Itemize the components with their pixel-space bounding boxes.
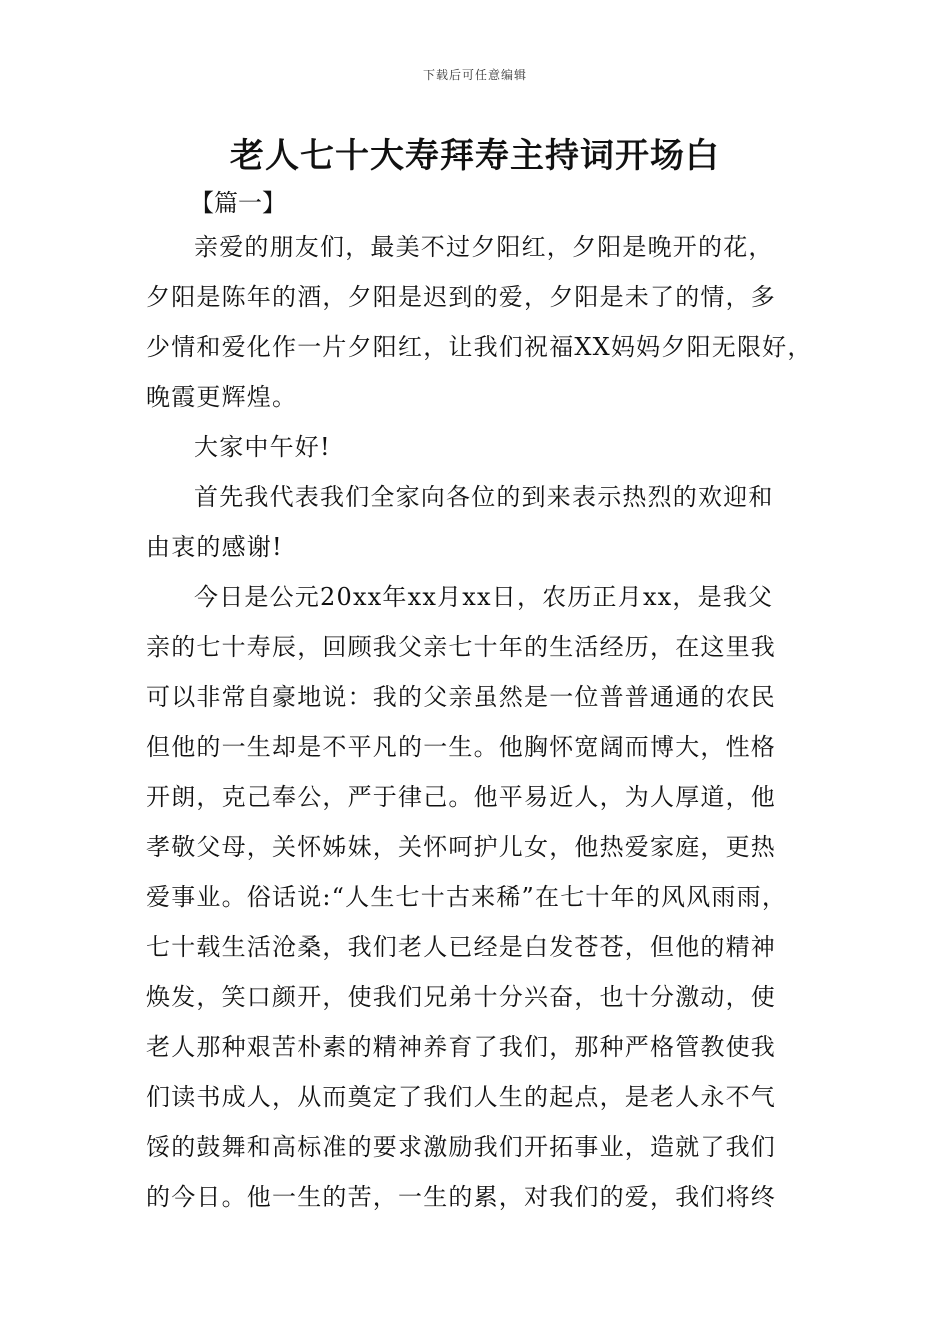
- paragraph-line: 今日是公元20xx年xx月xx日，农历正月xx，是我父: [194, 583, 774, 611]
- paragraph-line: 少情和爱化作一片夕阳红，让我们祝福XX妈妈夕阳无限好，: [146, 333, 813, 361]
- section-label: 【篇一】: [190, 189, 286, 217]
- header-note: 下载后可任意编辑: [422, 68, 527, 82]
- paragraph-line: 晚霞更辉煌。: [146, 383, 298, 411]
- paragraph-line: 们读书成人，从而奠定了我们人生的起点，是老人永不气: [146, 1083, 776, 1111]
- paragraph-line: 孝敬父母，关怀姊妹，关怀呵护儿女，他热爱家庭，更热: [146, 833, 776, 861]
- paragraph-line: 老人那种艰苦朴素的精神养育了我们，那种严格管教使我: [146, 1033, 776, 1061]
- paragraph-line: 七十载生活沧桑，我们老人已经是白发苍苍，但他的精神: [146, 933, 776, 961]
- paragraph-line: 开朗，克己奉公，严于律己。他平易近人，为人厚道，他: [146, 783, 776, 811]
- paragraph-line: 但他的一生却是不平凡的一生。他胸怀宽阔而博大，性格: [146, 733, 776, 761]
- paragraph-line: 的今日。他一生的苦，一生的累，对我们的爱，我们将终: [146, 1183, 776, 1211]
- paragraph-line: 馁的鼓舞和高标准的要求激励我们开拓事业，造就了我们: [146, 1133, 776, 1161]
- document-title: 老人七十大寿拜寿主持词开场白: [230, 136, 720, 176]
- paragraph-line: 由衷的感谢!: [146, 533, 283, 561]
- paragraph-line: 可以非常自豪地说：我的父亲虽然是一位普普通通的农民: [146, 683, 776, 711]
- paragraph-line: 亲的七十寿辰，回顾我父亲七十年的生活经历，在这里我: [146, 633, 776, 661]
- paragraph-line: 爱事业。俗话说:“人生七十古来稀”在七十年的风风雨雨，: [146, 883, 788, 911]
- paragraph-line: 夕阳是陈年的酒，夕阳是迟到的爱，夕阳是未了的情，多: [146, 283, 776, 311]
- paragraph-line: 首先我代表我们全家向各位的到来表示热烈的欢迎和: [194, 483, 774, 511]
- paragraph-line: 亲爱的朋友们，最美不过夕阳红，夕阳是晚开的花，: [194, 233, 774, 261]
- paragraph-line: 焕发，笑口颜开，使我们兄弟十分兴奋，也十分激动，使: [146, 983, 776, 1011]
- paragraph-line: 大家中午好!: [194, 433, 331, 461]
